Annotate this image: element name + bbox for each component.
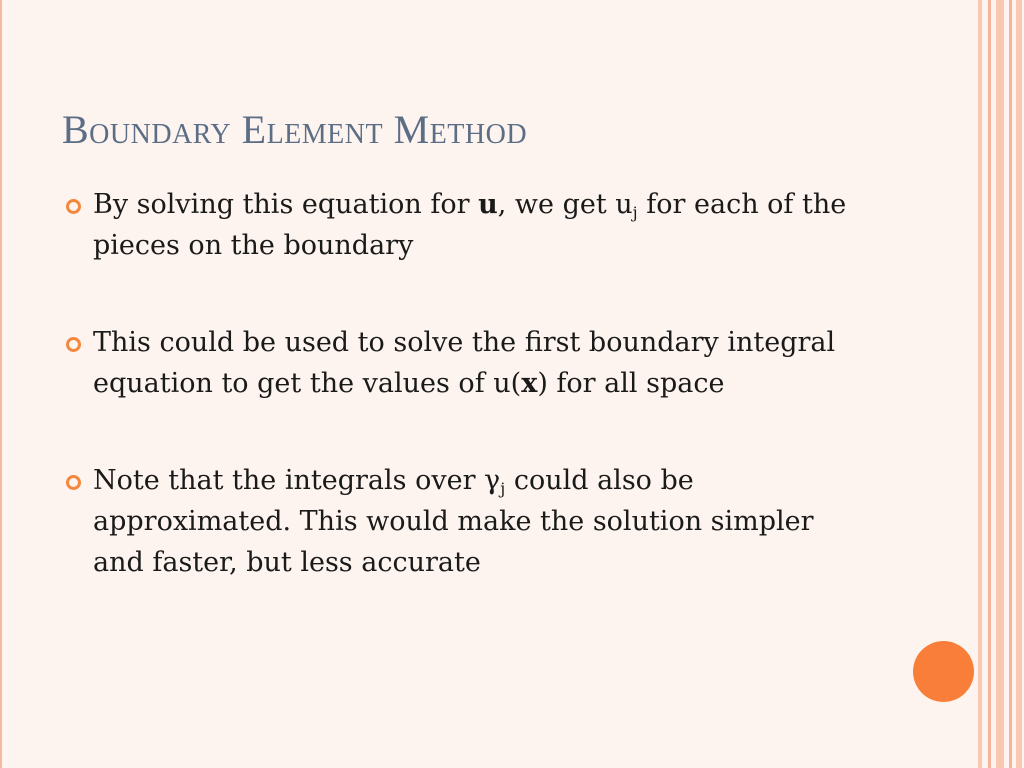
slide-title: Boundary Element Method: [62, 107, 528, 152]
subscript: j: [632, 202, 638, 222]
bullet-text: ) for all space: [537, 368, 725, 399]
decorative-stripe: [1016, 0, 1022, 768]
decorative-stripe: [978, 0, 982, 768]
decorative-stripe: [988, 0, 991, 768]
decorative-stripe: [1009, 0, 1012, 768]
bullet-text: , we get u: [497, 189, 633, 220]
bullet-list: [62, 184, 862, 583]
bullet-item: [62, 184, 862, 266]
bullet-text: could also be approximated. This would make the solution simpler and faster, but less accurate: [93, 465, 814, 578]
bold-variable: u: [478, 189, 498, 220]
decorative-stripe: [996, 0, 1004, 768]
bullet-text: for each of the pieces on the boundary: [93, 189, 847, 261]
bullet-text: This could be used to solve the first boundary integral equation to get the values of u(: [93, 327, 836, 399]
bullet-text: Note that the integrals over γ: [93, 465, 501, 496]
bullet-circle-icon: [66, 199, 81, 214]
bullet-circle-icon: [66, 337, 81, 352]
bullet-item: [62, 460, 862, 583]
bullet-circle-icon: [66, 475, 81, 490]
bold-variable: x: [521, 368, 538, 399]
decorative-circle: [913, 641, 974, 702]
subscript: j: [500, 478, 506, 498]
bullet-text: By solving this equation for: [93, 189, 479, 220]
bullet-item: [62, 322, 862, 404]
